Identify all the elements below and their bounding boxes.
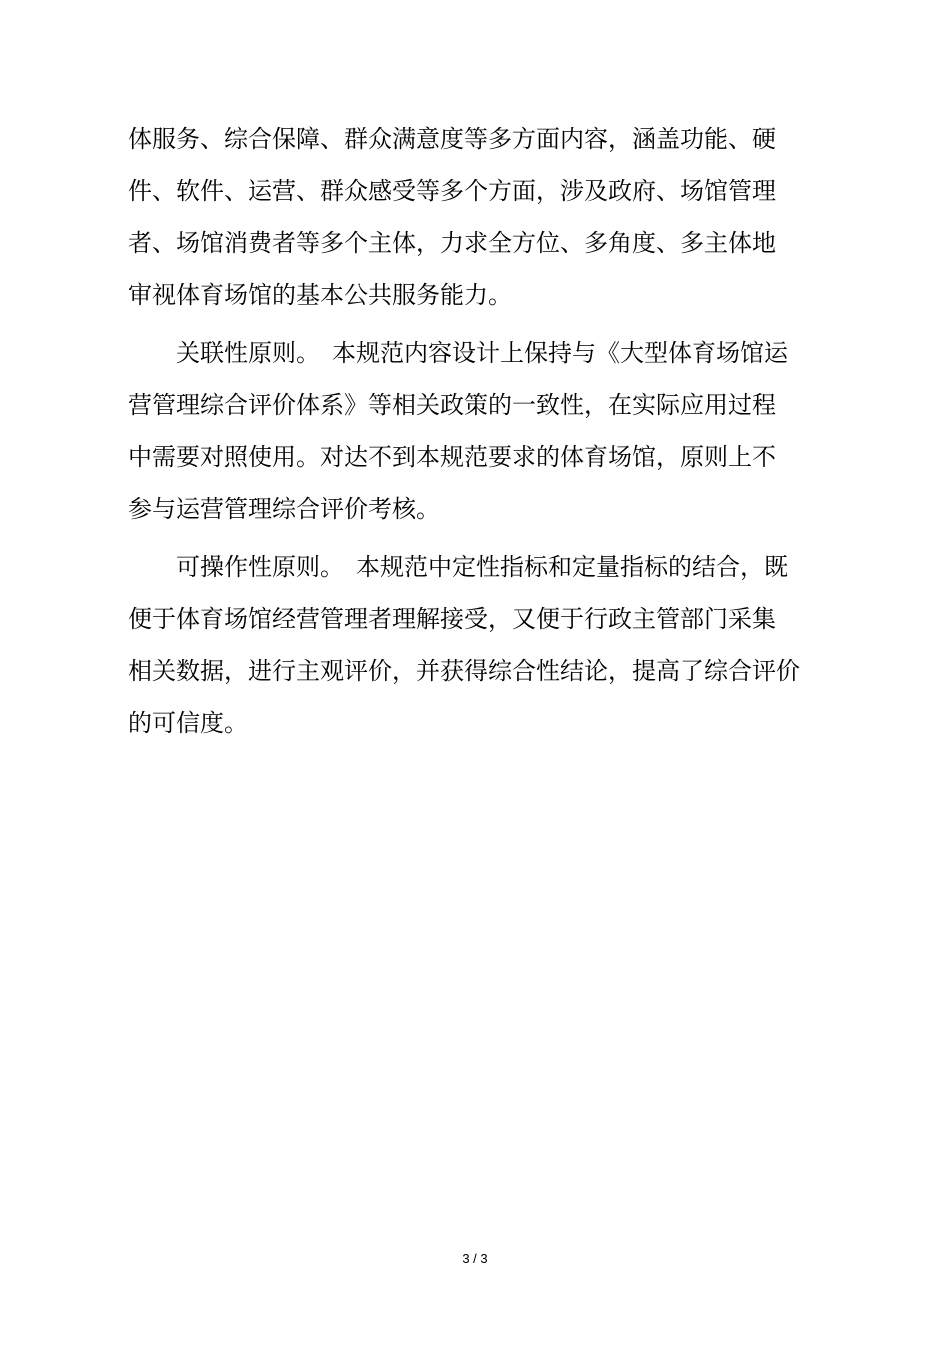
paragraph-2-line-3: 中需要对照使用。对达不到本规范要求的体育场馆，原则上不 (128, 443, 776, 471)
paragraph-1-line-1: 体服务、综合保障、群众满意度等多方面内容，涵盖功能、硬 (128, 125, 776, 153)
paragraph-2-line-4: 参与运营管理综合评价考核。 (128, 495, 440, 523)
paragraph-2-line-2: 营管理综合评价体系》等相关政策的一致性，在实际应用过程 (128, 391, 776, 419)
paragraph-3-line-1: 可操作性原则。 本规范中定性指标和定量指标的结合，既 (176, 553, 788, 581)
paragraph-1-line-4: 审视体育场馆的基本公共服务能力。 (128, 281, 512, 309)
paragraph-1-line-2: 件、软件、运营、群众感受等多个方面，涉及政府、场馆管理 (128, 177, 776, 205)
paragraph-3-line-4: 的可信度。 (128, 709, 248, 737)
paragraph-3-line-3: 相关数据，进行主观评价，并获得综合性结论，提高了综合评价 (128, 657, 800, 685)
paragraph-2-line-1: 关联性原则。 本规范内容设计上保持与《大型体育场馆运 (176, 339, 788, 367)
paragraph-3-line-2: 便于体育场馆经营管理者理解接受，又便于行政主管部门采集 (128, 605, 776, 633)
page-number: 3 / 3 (462, 1251, 488, 1266)
paragraph-1-line-3: 者、场馆消费者等多个主体，力求全方位、多角度、多主体地 (128, 229, 776, 257)
